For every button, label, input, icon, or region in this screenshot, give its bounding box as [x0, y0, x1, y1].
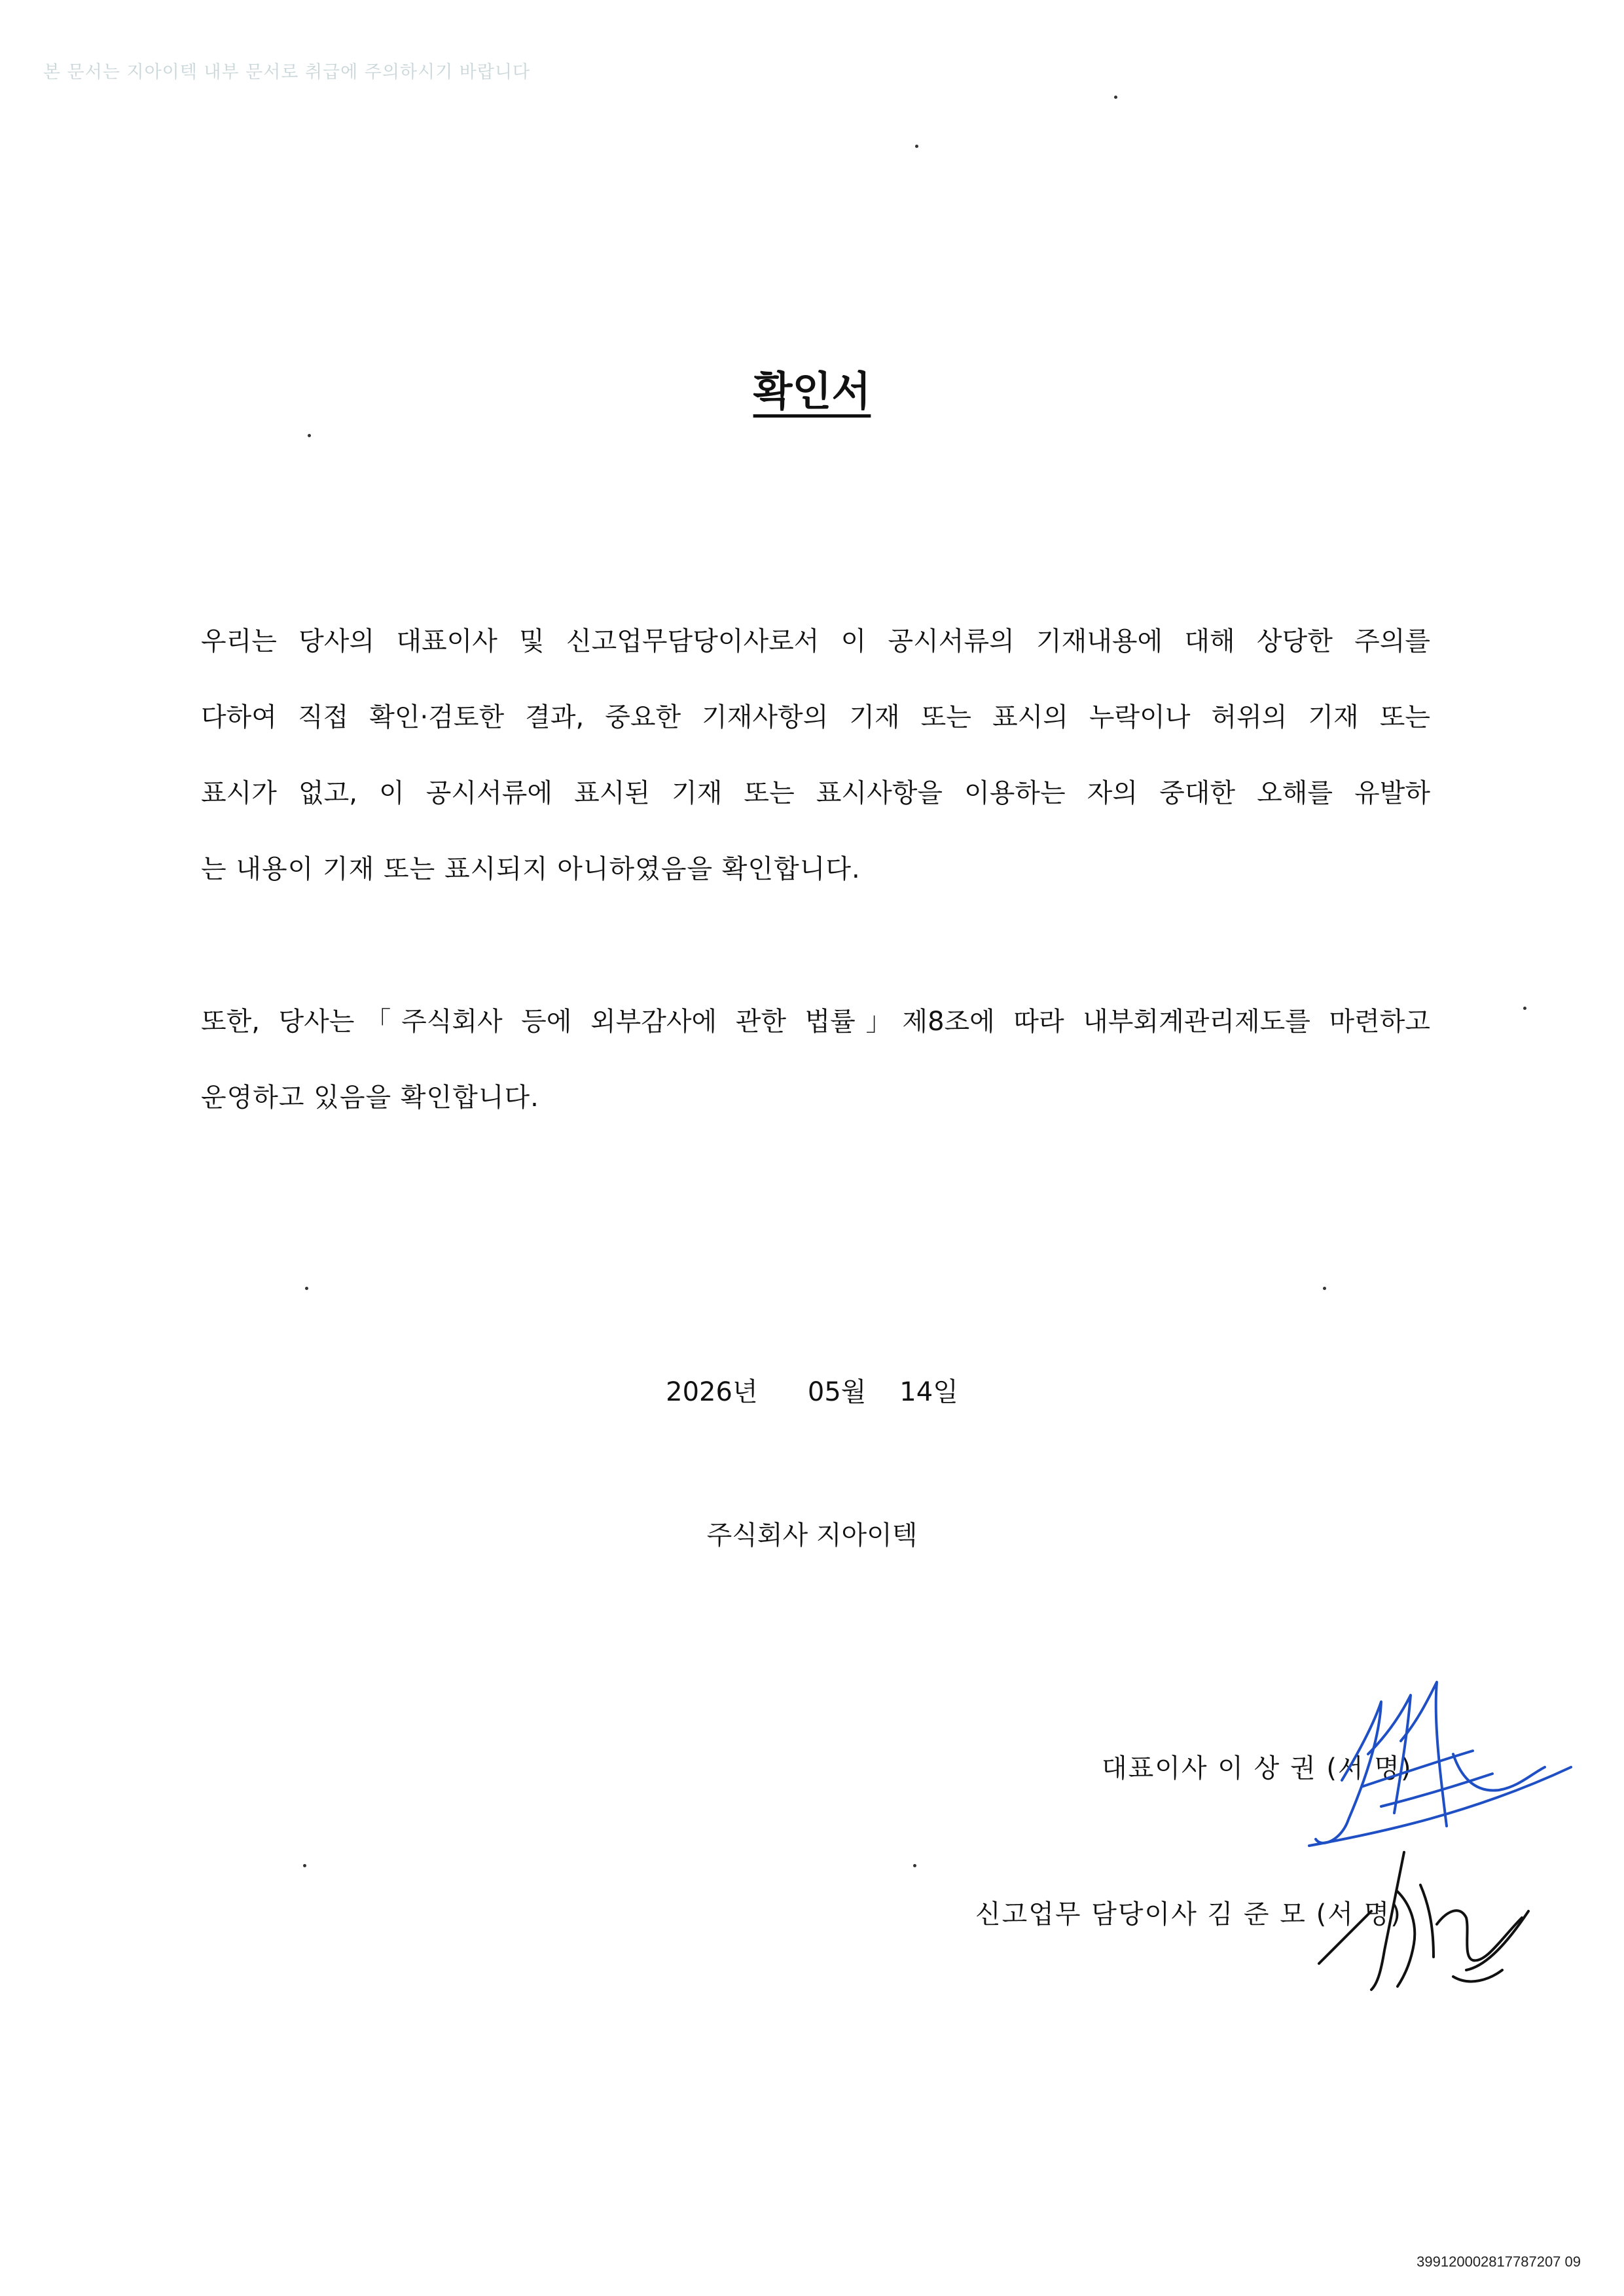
disclosure-officer-signature-line: 신고업무 담당이사 김 준 모 (서 명) [975, 1899, 1402, 1929]
document-title [0, 359, 1624, 417]
scan-speck [305, 1287, 308, 1290]
paragraph-line: 표시가 없고, 이 공시서류에 표시된 기재 또는 표시사항을 이용하는 자의 중대한 오해를 유발하 [201, 778, 1430, 808]
scan-speck [303, 1864, 306, 1867]
document-date [0, 1371, 1624, 1408]
date-year: 2026년 [666, 1377, 758, 1407]
scan-speck [1523, 1007, 1526, 1010]
ceo-signature-mark [1303, 1676, 1578, 1859]
company-name: 주식회사 지아이텍 [706, 1520, 918, 1551]
disclosure-officer-signature-mark [1306, 1846, 1542, 2003]
paragraph-line: 다하여 직접 확인·검토한 결과, 중요한 기재사항의 기재 또는 표시의 누락이나 허위의 기재 또는 [201, 702, 1430, 732]
header-confidential-note: 본 문서는 지아이텍 내부 문서로 취급에 주의하시기 바랍니다 [43, 62, 531, 82]
date-month: 05월 [807, 1377, 867, 1407]
paragraph-line: 또한, 당사는「주식회사 등에 외부감사에 관한 법률」제8조에 따라 내부회계관리제도를 마련하고 [201, 1007, 1430, 1037]
scan-speck [308, 434, 311, 437]
scan-speck [915, 145, 918, 148]
scan-speck [913, 1864, 916, 1867]
date-day: 14일 [899, 1377, 958, 1407]
paragraph-line: 는 내용이 기재 또는 표시되지 아니하였음을 확인합니다. [201, 854, 861, 884]
internal-control-paragraph [201, 984, 1430, 1136]
document-title-text: 확인서 [753, 367, 871, 415]
ceo-signature-strokes [1309, 1682, 1571, 1846]
ceo-signature-line: 대표이사 이 상 권 (서 명) [1102, 1753, 1413, 1784]
confirmation-paragraph [201, 603, 1430, 907]
scan-speck [1323, 1287, 1326, 1290]
disclosure-officer-signature-strokes [1319, 1852, 1528, 1990]
paragraph-line: 우리는 당사의 대표이사 및 신고업무담당이사로서 이 공시서류의 기재내용에 대해 상당한 주의를 [201, 626, 1430, 656]
scan-speck [1114, 96, 1117, 99]
paragraph-line: 운영하고 있음을 확인합니다. [201, 1083, 539, 1113]
document-number: 399120002817787207 09 [1416, 2253, 1581, 2270]
